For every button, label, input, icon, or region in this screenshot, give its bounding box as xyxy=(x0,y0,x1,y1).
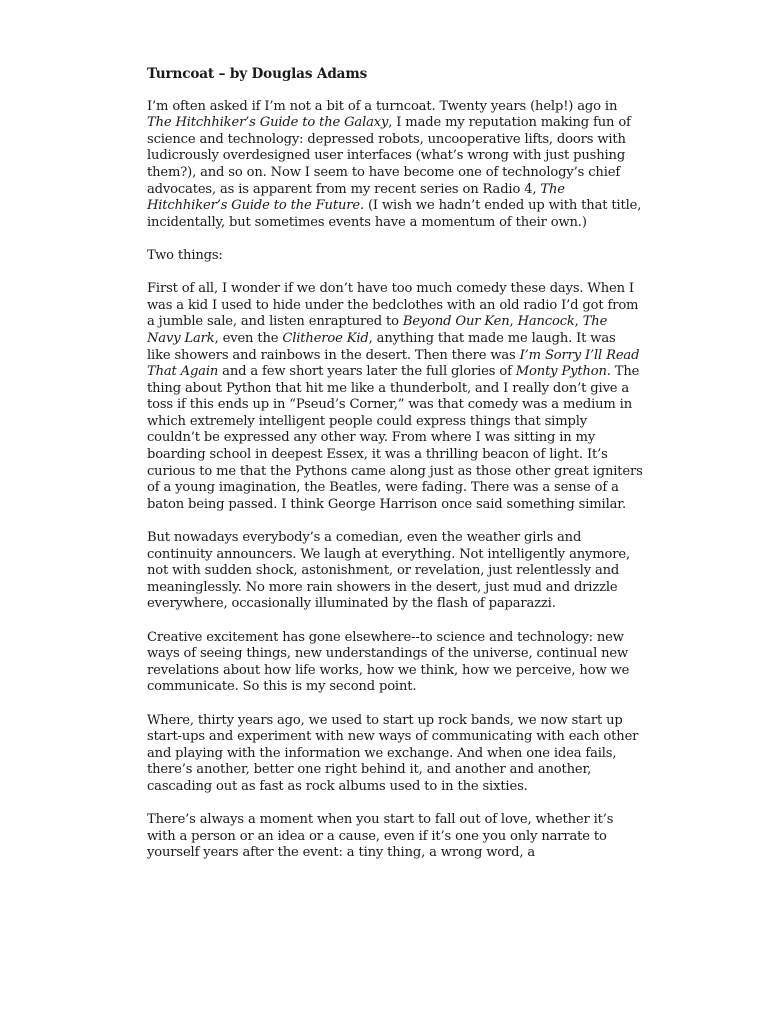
paragraph-text: , I made my reputation making fun of science and technology: depressed robots, uncooperative lifts, doors with ludicrously overdesigned user interfaces (what’s wrong with just pushing them?), and so on. Now I seem to have become one of technology’s chief advocates, as is apparent from my recent series on Radio 4, xyxy=(147,115,631,197)
paragraph-text: . (I wish we hadn’t ended up with that title, incidentally, but sometimes events have a momentum of their own.) xyxy=(147,198,642,230)
paragraph xyxy=(147,248,643,265)
paragraph xyxy=(147,281,643,513)
italic-title-text: Beyond Our Ken xyxy=(402,314,510,330)
document-page xyxy=(147,66,643,879)
paragraph xyxy=(147,530,643,613)
paragraph-text: But nowadays everybody’s a comedian, even the weather girls and continuity announcers. We laugh at everything. Not intelligently anymore, not with sudden shock, astonishment, or revelation, just relentlessly and meaninglessly. No more rain showers in the desert, just mud and drizzle everywhere, occasionally illuminated by the flash of paparazzi. xyxy=(147,530,630,612)
paragraph-text: First of all, I wonder if we don’t have too much comedy these days. When I was a kid I used to hide under the bedclothes with an old radio I’d got from a jumble sale, and listen enraptured to xyxy=(147,281,639,330)
paragraph-text: , xyxy=(574,314,583,330)
italic-title-text: Monty Python xyxy=(515,364,607,380)
paragraph-text: , xyxy=(509,314,518,330)
paragraph-text: I’m often asked if I’m not a bit of a turncoat. Twenty years (help!) ago in xyxy=(147,98,618,114)
italic-title-text: The Navy Lark xyxy=(147,314,608,346)
paragraph-text: There’s always a moment when you start to fall out of love, whether it’s with a person or an idea or a cause, even if it’s one you only narrate to yourself years after the event: a tiny thing, a wrong word, a xyxy=(147,812,614,861)
italic-title-text: I’m Sorry I’ll Read That Again xyxy=(147,347,640,380)
paragraph-text: Creative excitement has gone elsewhere--to science and technology: new ways of seeing things, new understandings of the universe, continual new revelations about how life works, how we think, how we perceive, how we communicate. So this is my second point. xyxy=(147,629,630,695)
italic-title-text: Clitheroe Kid xyxy=(282,330,369,346)
italic-title-text: The Hitchhiker’s Guide to the Future xyxy=(147,181,565,214)
paragraph-text: , anything that made me laugh. It was like showers and rainbows in the desert. Then there was xyxy=(147,330,616,363)
document-body xyxy=(147,99,643,862)
italic-title-text: Hancock xyxy=(517,314,575,330)
paragraph xyxy=(147,812,643,862)
paragraph-text: and a few short years later the full glories of xyxy=(218,364,516,380)
paragraph-text: , even the xyxy=(214,330,283,346)
italic-title-text: The Hitchhiker’s Guide to the Galaxy xyxy=(147,115,389,131)
paragraph-text: Two things: xyxy=(147,247,223,263)
paragraph xyxy=(147,713,643,796)
document-title: Turncoat – by Douglas Adams xyxy=(147,66,368,82)
paragraph-text: . The thing about Python that hit me like a thunderbolt, and I really don’t give a toss if this ends up in “Pseud’s Corner,” was that comedy was a medium in which extremely intelligent people could express things that simply couldn’t be expressed any other way. From where I was sitting in my boarding school in deepest Essex, it was a thrilling beacon of light. It’s curious to me that the Pythons came along just as those other great igniters of a young imagination, the Beatles, were fading. There was a sense of a baton being passed. I think George Harrison once said something similar. xyxy=(147,364,643,512)
paragraph xyxy=(147,99,643,232)
paragraph-text: Where, thirty years ago, we used to start up rock bands, we now start up start-ups and experiment with new ways of communicating with each other and playing with the information we exchange. And when one idea fails, there’s another, better one right behind it, and another and another, cascading out as fast as rock albums used to in the sixties. xyxy=(147,712,639,794)
paragraph xyxy=(147,630,643,696)
